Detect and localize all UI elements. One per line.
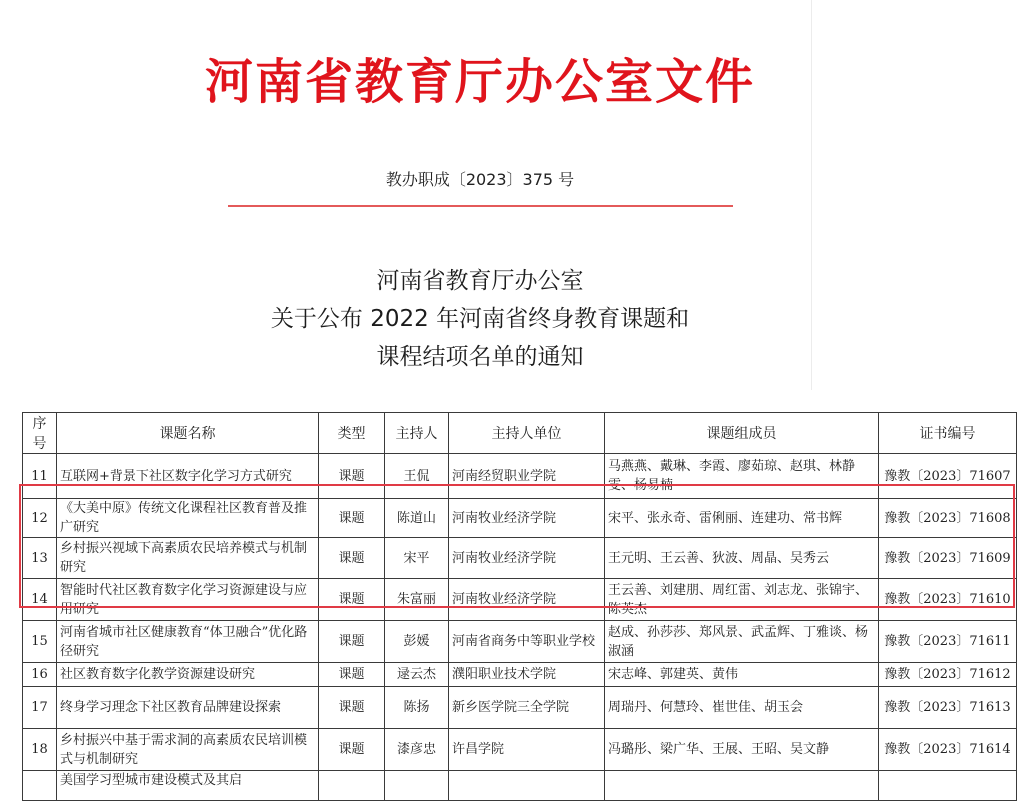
cell-cert: 豫教〔2023〕71614 bbox=[879, 729, 1017, 771]
document-number: 教办职成〔2023〕375 号 bbox=[385, 170, 575, 189]
cell-members bbox=[605, 771, 879, 801]
cell-unit: 河南牧业经济学院 bbox=[449, 538, 605, 579]
cell-title: 乡村振兴中基于需求洞的高素质农民培训模式与机制研究 bbox=[57, 729, 319, 771]
cell-no: 16 bbox=[23, 663, 57, 687]
cell-unit: 许昌学院 bbox=[449, 729, 605, 771]
cell-no: 11 bbox=[23, 454, 57, 499]
table-row bbox=[23, 538, 1017, 579]
column-header-unit: 主持人单位 bbox=[449, 413, 605, 454]
header-red-rule bbox=[228, 205, 733, 207]
cell-no: 18 bbox=[23, 729, 57, 771]
cell-title: 河南省城市社区健康教育“体卫融合”优化路径研究 bbox=[57, 621, 319, 663]
column-header-host: 主持人 bbox=[385, 413, 449, 454]
cell-members: 宋平、张永奇、雷俐丽、连建功、常书辉 bbox=[605, 499, 879, 538]
cell-members: 冯璐彤、梁广华、王展、王昭、吴文静 bbox=[605, 729, 879, 771]
table-row bbox=[23, 579, 1017, 621]
cell-no: 14 bbox=[23, 579, 57, 621]
document-header-title: 河南省教育厅办公室文件 bbox=[204, 54, 755, 110]
cell-unit: 河南牧业经济学院 bbox=[449, 499, 605, 538]
table-header-row bbox=[23, 413, 1017, 454]
cell-unit: 新乡医学院三全学院 bbox=[449, 687, 605, 729]
cell-title: 互联网+背景下社区数字化学习方式研究 bbox=[57, 454, 319, 499]
table-row bbox=[23, 729, 1017, 771]
notice-title bbox=[200, 262, 760, 376]
cell-type: 课题 bbox=[319, 663, 385, 687]
cell-cert: 豫教〔2023〕71610 bbox=[879, 579, 1017, 621]
cell-type bbox=[319, 771, 385, 801]
cell-no: 13 bbox=[23, 538, 57, 579]
cell-type: 课题 bbox=[319, 454, 385, 499]
cell-title: 《大美中原》传统文化课程社区教育普及推广研究 bbox=[57, 499, 319, 538]
cell-cert: 豫教〔2023〕71607 bbox=[879, 454, 1017, 499]
cell-type: 课题 bbox=[319, 538, 385, 579]
table-row bbox=[23, 621, 1017, 663]
column-header-title: 课题名称 bbox=[57, 413, 319, 454]
table-row bbox=[23, 687, 1017, 729]
cell-unit: 河南经贸职业学院 bbox=[449, 454, 605, 499]
cell-host: 陈扬 bbox=[385, 687, 449, 729]
cell-members: 宋志峰、郭建英、黄伟 bbox=[605, 663, 879, 687]
page-edge-divider bbox=[811, 0, 812, 390]
cell-no: 15 bbox=[23, 621, 57, 663]
cell-cert: 豫教〔2023〕71609 bbox=[879, 538, 1017, 579]
cell-unit: 濮阳职业技术学院 bbox=[449, 663, 605, 687]
notice-title-line: 关于公布 2022 年河南省终身教育课题和 bbox=[270, 306, 690, 332]
cell-members: 王云善、刘建朋、周红雷、刘志龙、张锦宇、陈英杰 bbox=[605, 579, 879, 621]
cell-no: 17 bbox=[23, 687, 57, 729]
cell-no bbox=[23, 771, 57, 801]
cell-title: 智能时代社区教育数字化学习资源建设与应用研究 bbox=[57, 579, 319, 621]
cell-cert bbox=[879, 771, 1017, 801]
column-header-no: 序号 bbox=[23, 413, 57, 454]
cell-title: 美国学习型城市建设模式及其启 bbox=[57, 771, 319, 801]
notice-title-line: 河南省教育厅办公室 bbox=[376, 268, 584, 294]
cell-unit bbox=[449, 771, 605, 801]
cell-type: 课题 bbox=[319, 687, 385, 729]
cell-members: 马燕燕、戴琳、李霞、廖茹琼、赵琪、林静雯、杨易楠 bbox=[605, 454, 879, 499]
table-row bbox=[23, 499, 1017, 538]
cell-type: 课题 bbox=[319, 579, 385, 621]
cell-cert: 豫教〔2023〕71613 bbox=[879, 687, 1017, 729]
cell-type: 课题 bbox=[319, 499, 385, 538]
column-header-type: 类型 bbox=[319, 413, 385, 454]
cell-host bbox=[385, 771, 449, 801]
cell-cert: 豫教〔2023〕71611 bbox=[879, 621, 1017, 663]
cell-type: 课题 bbox=[319, 621, 385, 663]
cell-title: 乡村振兴视域下高素质农民培养模式与机制研究 bbox=[57, 538, 319, 579]
project-list-table-wrapper bbox=[22, 412, 1016, 788]
cell-no: 12 bbox=[23, 499, 57, 538]
cell-members: 周瑞丹、何慧玲、崔世佳、胡玉会 bbox=[605, 687, 879, 729]
cell-members: 王元明、王云善、狄波、周晶、吴秀云 bbox=[605, 538, 879, 579]
cell-title: 社区教育数字化教学资源建设研究 bbox=[57, 663, 319, 687]
cell-cert: 豫教〔2023〕71608 bbox=[879, 499, 1017, 538]
cell-type: 课题 bbox=[319, 729, 385, 771]
table-row bbox=[23, 663, 1017, 687]
project-list-table bbox=[22, 412, 1017, 801]
cell-host: 漆彦忠 bbox=[385, 729, 449, 771]
table-row bbox=[23, 771, 1017, 801]
cell-unit: 河南牧业经济学院 bbox=[449, 579, 605, 621]
cell-host: 王侃 bbox=[385, 454, 449, 499]
table-row bbox=[23, 454, 1017, 499]
cell-unit: 河南省商务中等职业学校 bbox=[449, 621, 605, 663]
cell-host: 朱富丽 bbox=[385, 579, 449, 621]
column-header-members: 课题组成员 bbox=[605, 413, 879, 454]
cell-host: 逯云杰 bbox=[385, 663, 449, 687]
cell-title: 终身学习理念下社区教育品牌建设探索 bbox=[57, 687, 319, 729]
cell-cert: 豫教〔2023〕71612 bbox=[879, 663, 1017, 687]
cell-host: 彭媛 bbox=[385, 621, 449, 663]
cell-host: 陈道山 bbox=[385, 499, 449, 538]
column-header-cert: 证书编号 bbox=[879, 413, 1017, 454]
notice-title-line: 课程结项名单的通知 bbox=[376, 344, 584, 370]
cell-host: 宋平 bbox=[385, 538, 449, 579]
cell-members: 赵成、孙莎莎、郑风景、武孟辉、丁雅谈、杨淑涵 bbox=[605, 621, 879, 663]
